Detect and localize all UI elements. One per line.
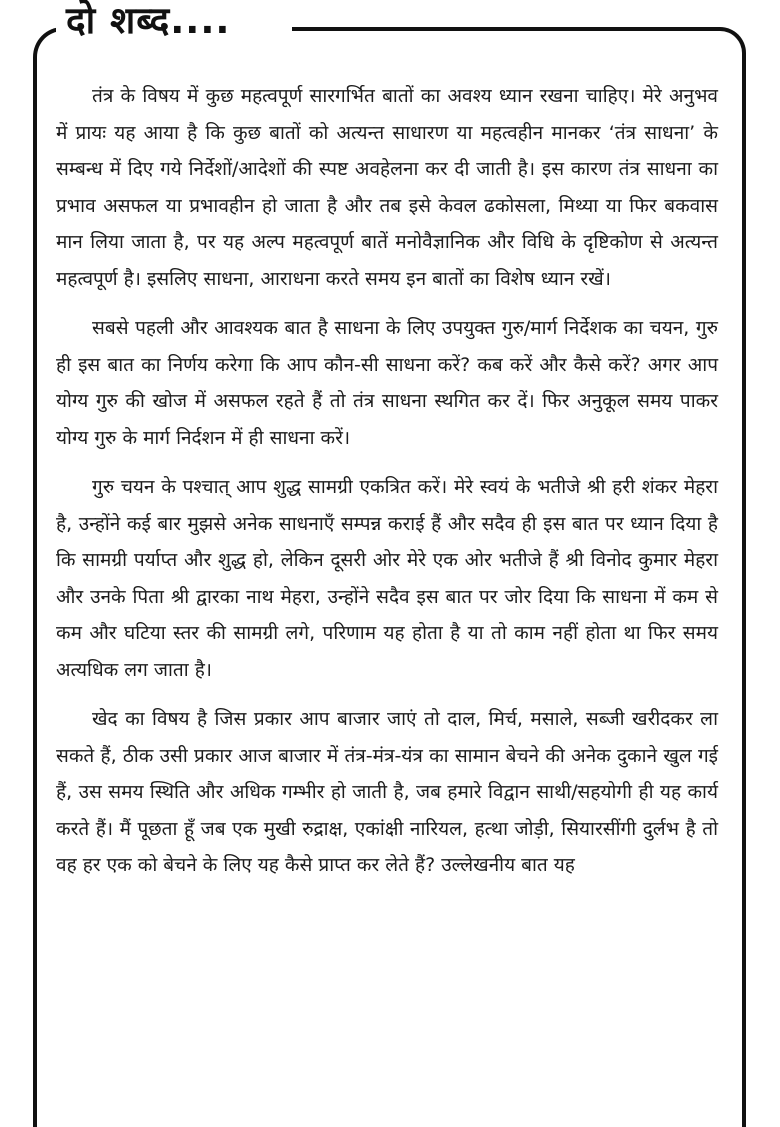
paragraph-1: तंत्र के विषय में कुछ महत्वपूर्ण सारगर्भित बातों का अवश्य ध्यान रखना चाहिए। मेरे अनुभव में प्रायः यह आया है कि कुछ बातों को अत्यन्त साधारण या महत्वहीन मानकर ‘तंत्र साधना’ के सम्बन्ध में दिए गये निर्देशों/आदेशों की स्पष्ट अवहेलना कर दी जाती है। इस कारण तंत्र साधना का प्रभाव असफल या प्रभावहीन हो जाता है और तब इसे केवल ढकोसला, मिथ्या या फिर बकवास मान लिया जाता है, पर यह अल्प महत्वपूर्ण बातें मनोवैज्ञानिक और विधि के दृष्टिकोण से अत्यन्त महत्वपूर्ण है। इसलिए साधना, आराधना करते समय इन बातों का विशेष ध्यान रखें। bbox=[56, 85, 718, 290]
body-text bbox=[56, 78, 718, 897]
paragraph-2: सबसे पहली और आवश्यक बात है साधना के लिए उपयुक्त गुरु/मार्ग निर्देशक का चयन, गुरु ही इस बात का निर्णय करेगा कि आप कौन-सी साधना करें? कब करें और कैसे करें? अगर आप योग्य गुरु की खोज में असफल रहते हैं तो तंत्र साधना स्थगित कर दें। फिर अनुकूल समय पाकर योग्य गुरु के मार्ग निर्दशन में ही साधना करें। bbox=[56, 317, 718, 449]
paragraph-4: खेद का विषय है जिस प्रकार आप बाजार जाएं तो दाल, मिर्च, मसाले, सब्जी खरीदकर ला सकते हैं, ठीक उसी प्रकार आज बाजार में तंत्र-मंत्र-यंत्र का सामान बेचने की अनेक दुकाने खुल गई हैं, उस समय स्थिति और अधिक गम्भीर हो जाती है, जब हमारे विद्वान साथी/सहयोगी ही यह कार्य करते हैं। मैं पूछता हूँ जब एक मुखी रुद्राक्ष, एकांक्षी नारियल, हत्था जोड़ी, सियारसींगी दुर्लभ है तो वह हर एक को बेचने के लिए यह कैसे प्राप्त कर लेते हैं? उल्लेखनीय बात यह bbox=[56, 708, 718, 876]
paragraph-3: गुरु चयन के पश्चात् आप शुद्ध सामग्री एकत्रित करें। मेरे स्वयं के भतीजे श्री हरी शंकर मेहरा है, उन्होंने कई बार मुझसे अनेक साधनाएँ सम्पन्न कराई हैं और सदैव ही इस बात पर ध्यान दिया है कि सामग्री पर्याप्त और शुद्ध हो, लेकिन दूसरी ओर मेरे एक ओर भतीजे हैं श्री विनोद कुमार मेहरा और उनके पिता श्री द्वारका नाथ मेहरा, उन्होंने सदैव इस बात पर जोर दिया कि साधना में कम से कम और घटिया स्तर की सामग्री लगे, परिणाम यह होता है या तो काम नहीं होता था फिर समय अत्यधिक लग जाता है। bbox=[56, 476, 718, 681]
page-title: दो शब्द.... bbox=[66, 0, 231, 42]
